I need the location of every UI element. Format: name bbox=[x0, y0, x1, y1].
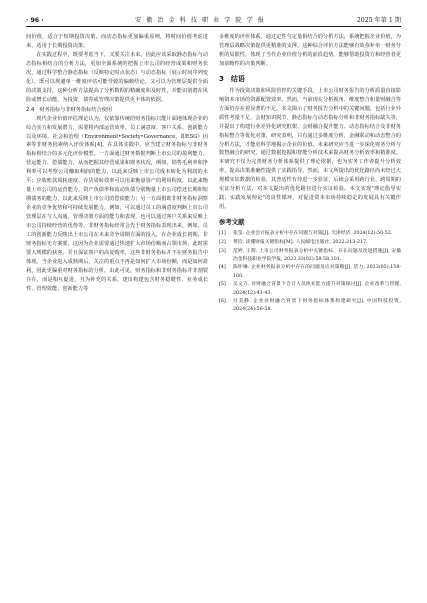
reference-item bbox=[219, 230, 401, 238]
journal-name: 安 徽 冶 金 科 技 职 业 学 院 学 报 bbox=[135, 17, 266, 24]
left-paragraph-1: 间价值，适合于短期投资决策，而动态指标更加偏重原则，将时间价值考虑进来，适用于长期投资决策。 bbox=[26, 34, 208, 49]
reference-item bbox=[219, 264, 401, 280]
reference-number: [3] bbox=[219, 248, 226, 254]
left-column bbox=[26, 33, 208, 294]
section-heading-conclusion: 3 结语 bbox=[219, 74, 245, 83]
issue-label: 2025 年第 1 期 bbox=[356, 17, 401, 24]
reference-number: [2] bbox=[219, 239, 226, 245]
reference-text: 付美静. 企业业财融合背景下财务指标体系构建研究[J]. 中国科技投资, 2024(24):56-58. bbox=[233, 299, 401, 313]
reference-item bbox=[219, 281, 401, 297]
reference-number: [4] bbox=[219, 265, 226, 271]
reference-text: 张莹. 企业会计报表分析中存在问题与对策[J]. 天津经济, 2024(12):50-52. bbox=[233, 231, 393, 237]
reference-text: 范婷, 王辉. 上市公司财务报表分析中关键指标、存在问题及改进措施[J]. 安徽冶金科技职业学院学报, 2023,33(02):58-58,101. bbox=[233, 248, 401, 262]
reference-text: 黄钧. 读懂财报关键指标[M]. 人民邮电出版社, 2022:213-217. bbox=[233, 239, 368, 245]
reference-text: 吴文卉. 业财融合背景下会计人员执业能力提升对策探讨[J]. 企业改革与管理, 2024(12):41-43. bbox=[233, 282, 401, 296]
reference-item bbox=[219, 248, 401, 264]
page-number: · 96 · bbox=[26, 17, 44, 24]
reference-item bbox=[219, 239, 401, 247]
references-heading: 参考文献 bbox=[219, 218, 245, 227]
reference-number: [5] bbox=[219, 282, 226, 288]
reference-number: [6] bbox=[219, 299, 226, 305]
left-paragraph-2: 在实践过程中，既要考虑当下，又要关注未来，因此应该采取静态指标与动态指标相结合的分析方法，更加全面系统的把握上市公司的经营成果和财务状况，通过科学整合静态指标（反映特定时点状态）与动态指标（展示时间序列变化），既可以规避单一维度评估可能导致的偏颇结论，又可以为管理层提供全面的决策支持，这种分析方法提高了分析数据的精确度和及时性，并能识别潜在风险或增长动能，为投资、债券或管理决策提供更丰体的依据。 bbox=[26, 51, 208, 103]
reference-item bbox=[219, 298, 401, 314]
subsection-heading: 2.4 财务指标与非财务指标结合使用 bbox=[26, 106, 113, 113]
right-paragraph-2: 作为投资决策和风险管控的关键手段，上市公司财务报告的分析质量直接影响资本市场的资源配置效率。然而，当前现在分析视角、维度整合和量财融合等方面仍存在着显著的不足。本文揭示了财务报告分析中的关键问题，包括行业异质性考量不足、会财知识脱节、静态指标与动态指标分析和非财务指标缺失等，并提出了构建行业差异化研究框架、会财融合提升能力、动态指标结合及非财务指标整合等优化对策，研究表明，只有通过多维度分析，金融联动和动态整合的分析方法，才能更科学地揭示企业的价值。未来研究应当进一步深化财务分析与数智融合的研究，通过数据挖掘和智能分析技术来提高财务分析效率和精准度。本研究不仅为完善财务分析体系提供了理论依据，也为实务工作者提升分析效率，提高决策准确性提供了实践指导。然而，本文所提出的优化路径尚未经过大规模实证数据的检验，其普适性有待进一步验证，后续会采用跨行业、跨周期的实证分析方法，对本文提出的优化路径进行实证检验。本文实现"理论指导实践，实践发展理论"的良性循环，对促进资本市场持续稳定的发展具有关键作用。 bbox=[219, 87, 401, 211]
reference-text: 陈怀琳. 企业财务报表分析中存在的问题及应对策略[J]. 活力, 2023(05):158-160. bbox=[233, 265, 401, 279]
page-header bbox=[26, 10, 401, 27]
left-paragraph-3: 现代企业价值评估理论认为，仅依靠传统的财务指标只能片面地体现企业的综合实力和发展潜力，需要将内部运营效率、员工满意度、客户关系、创新能力以及环境、社会和治理（Environment•Society•Governance，即ESG）因素等非财务因素纳入评价体系[4]。在具体实践中，应当建立财务指标与非财务指标相结合的多元化评价模型。一方面通过财务数据判断上市公司的盈利能力、营运能力、偿债能力，从而把握其经营成果和财务状况，例如，销售毛利率和净利率可以考察公司赚取利润的能力，以此来反映上市公司成本转化为利润的水平；应收账款周转速度、存货周转效率可以用来衡量资产的利用程度，以此来衡量上市公司的运营能力。资产负债率和流动负债分别衡量上市公司偿还长期和短期债务的能力，以此来反映上市公司的偿债能力；另一方面借助非财务指标洞察企业的竞争优势和可持续发展能力，例如，可以通过员工的满意度判断上市公司管理层在与人沟通、管理决策方面的能力和表现，也可以通过客户关系来反映上市公司持续经营的优势等。非财务指标经常会先于财务指标表现出来，例如，员工的创新能力反映出上市公司在未来竞争周期方面的投入，在企业成长初期，非财务指标无方案要，这因为企业需要通过快速扩大市场份额而占领市场，此时需要大规模的获客，并且保证客户的高复购率，这些非财务指标并不在财务报告中体现。当企业进入成熟期后，关注的重点不再是如何扩大市场份额，而是如何盈利，因此更偏重对财务指标的分析，由此可见，财务指标和非财务指标并非割裂存在，而是相互促进，互为补充的关系。建议构建包含财务稳健性、业务成长性、管理效能、创新能力等 bbox=[26, 115, 208, 292]
right-paragraph-1: 多维度的评价体系，通过定性与定量相结合的分析方法，系统把握企业价值，为管理层战略决策提供更精准的支撑。这种综合评价方法能够有效弥补单一财务分析的局限性，体现了当代企业价值分析的前沿趋势，能够帮助投资方和经营者更加前瞻性的决策判断。 bbox=[219, 34, 401, 67]
reference-list bbox=[219, 230, 401, 315]
reference-number: [1] bbox=[219, 231, 226, 237]
right-column bbox=[219, 33, 401, 315]
